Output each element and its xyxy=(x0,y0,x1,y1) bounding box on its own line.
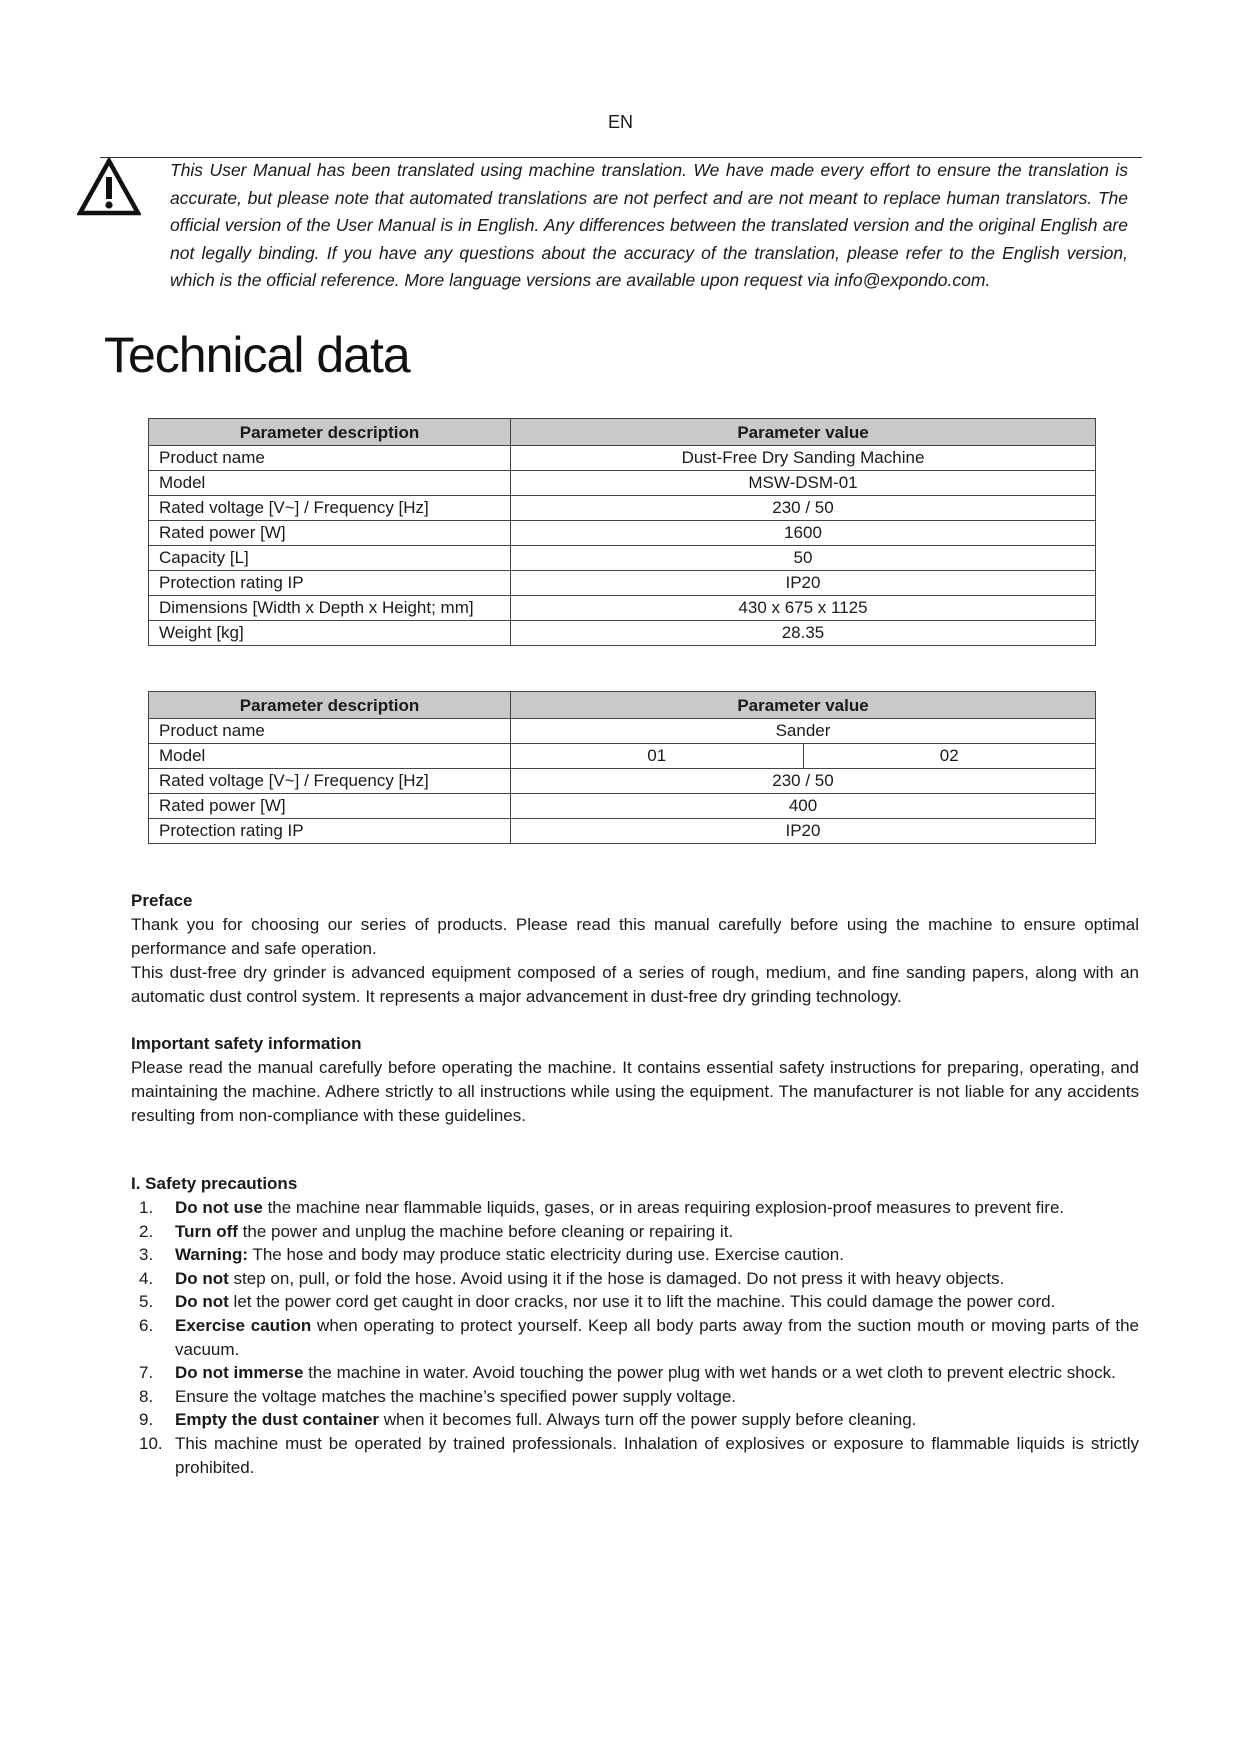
parameter-value-cell: 01 xyxy=(511,744,804,769)
page-title: Technical data xyxy=(104,327,410,383)
table-row xyxy=(149,744,1096,769)
list-item xyxy=(131,1432,1139,1479)
list-number: 10. xyxy=(139,1433,163,1453)
parameter-value-cell: 02 xyxy=(803,744,1096,769)
list-item xyxy=(131,1243,1139,1267)
list-number: 8. xyxy=(139,1386,154,1406)
parameter-value-cell: IP20 xyxy=(511,819,1096,844)
parameter-value-cell: 1600 xyxy=(511,521,1096,546)
list-item xyxy=(131,1408,1139,1432)
parameter-value-cell: MSW-DSM-01 xyxy=(511,471,1096,496)
parameter-value-cell: 230 / 50 xyxy=(511,496,1096,521)
emphasis-text: Warning: xyxy=(175,1245,249,1265)
table-row xyxy=(149,571,1096,596)
language-label: EN xyxy=(607,112,633,132)
list-number: 7. xyxy=(139,1363,154,1383)
section-heading: I. Safety precautions xyxy=(131,1174,298,1193)
emphasis-text: Exercise caution xyxy=(175,1315,312,1335)
safety-precautions-section xyxy=(131,1172,1139,1479)
list-text: The hose and body may produce static electricity during use. Exercise caution. xyxy=(248,1245,844,1265)
list-text: the machine in water. Avoid touching the power plug with wet hands or a wet cloth to prevent electric shock. xyxy=(303,1363,1116,1383)
emphasis-text: Do not xyxy=(175,1292,229,1312)
list-number: 5. xyxy=(139,1292,154,1312)
paragraph: Thank you for choosing our series of products. Please read this manual carefully before using the machine to ensure optimal performance and safe operation. xyxy=(131,915,1139,958)
section-heading: Preface xyxy=(131,891,193,910)
paragraph: Please read the manual carefully before operating the machine. It contains essential safety instructions for preparing, operating, and maintaining the machine. Adhere strictly to all instructions while using the equipment. The manufacturer is not liable for any accidents resulting from non-compliance with these guidelines. xyxy=(131,1058,1139,1125)
parameter-description-cell: Product name xyxy=(149,446,511,471)
emphasis-text: Do not immerse xyxy=(175,1363,304,1383)
table-header-cell: Parameter description xyxy=(149,419,511,446)
parameter-description-cell: Protection rating IP xyxy=(149,819,511,844)
parameter-value-cell: Sander xyxy=(511,719,1096,744)
parameter-value-cell: Dust-Free Dry Sanding Machine xyxy=(511,446,1096,471)
list-item xyxy=(131,1196,1139,1220)
list-text: the power and unplug the machine before cleaning or repairing it. xyxy=(237,1221,734,1241)
parameter-description-cell: Model xyxy=(149,471,511,496)
list-number: 3. xyxy=(139,1245,154,1265)
table-row xyxy=(149,819,1096,844)
table-row xyxy=(149,496,1096,521)
list-number: 4. xyxy=(139,1268,154,1288)
list-text: when it becomes full. Always turn off the power supply before cleaning. xyxy=(379,1410,917,1430)
parameter-description-cell: Rated voltage [V~] / Frequency [Hz] xyxy=(149,496,511,521)
table-row xyxy=(149,794,1096,819)
translation-disclaimer: This User Manual has been translated using machine translation. We have made every effort to ensure the translation is accurate, but please note that automated translations are not perfect and are not meant to replace human translators. The official version of the User Manual is in English. Any differences between the translated version and the original English are not legally binding. If you have any questions about the accuracy of the translation, please refer to the English version, which is the official reference. More language versions are available upon request via info@expondo.com. xyxy=(170,160,1128,291)
table-row xyxy=(149,446,1096,471)
list-number: 1. xyxy=(139,1198,154,1217)
paragraph: This dust-free dry grinder is advanced equipment composed of a series of rough, medium, and fine sanding papers, along with an automatic dust control system. It represents a major advancement in dust-free dry grinding technology. xyxy=(131,963,1139,1006)
preface-section xyxy=(131,889,1139,1009)
parameter-description-cell: Weight [kg] xyxy=(149,621,511,646)
safety-information-section xyxy=(131,1032,1139,1128)
parameter-description-cell: Rated power [W] xyxy=(149,794,511,819)
table-header-row xyxy=(149,419,1096,446)
parameter-description-cell: Rated voltage [V~] / Frequency [Hz] xyxy=(149,769,511,794)
list-item xyxy=(131,1314,1139,1361)
table-row xyxy=(149,621,1096,646)
list-number: 2. xyxy=(139,1221,154,1241)
list-text: Ensure the voltage matches the machine’s specified power supply voltage. xyxy=(175,1386,737,1406)
parameter-value-cell: 400 xyxy=(511,794,1096,819)
parameter-value-cell: 430 x 675 x 1125 xyxy=(511,596,1096,621)
precautions-list xyxy=(131,1196,1139,1479)
list-item xyxy=(131,1361,1139,1385)
list-item xyxy=(131,1290,1139,1314)
table-header-row xyxy=(149,692,1096,719)
table-row xyxy=(149,596,1096,621)
technical-data-table-sander xyxy=(148,691,1096,844)
table-row xyxy=(149,521,1096,546)
technical-data-table-machine xyxy=(148,418,1096,646)
parameter-description-cell: Dimensions [Width x Depth x Height; mm] xyxy=(149,596,511,621)
emphasis-text: Do not xyxy=(175,1268,229,1288)
emphasis-text: Empty the dust container xyxy=(175,1410,380,1430)
list-text: let the power cord get caught in door cracks, nor use it to lift the machine. This could damage the power cord. xyxy=(228,1292,1056,1312)
list-text: This machine must be operated by trained professionals. Inhalation of explosives or exposure to flammable liquids is strictly prohibited. xyxy=(175,1433,1139,1477)
parameter-description-cell: Product name xyxy=(149,719,511,744)
parameter-description-cell: Capacity [L] xyxy=(149,546,511,571)
emphasis-text: Do not use xyxy=(175,1198,263,1217)
list-item xyxy=(131,1220,1139,1244)
parameter-value-cell: 28.35 xyxy=(511,621,1096,646)
list-text: when operating to protect yourself. Keep all body parts away from the suction mouth or moving parts of the vacuum. xyxy=(175,1315,1139,1359)
parameter-description-cell: Model xyxy=(149,744,511,769)
parameter-description-cell: Rated power [W] xyxy=(149,521,511,546)
list-item xyxy=(131,1385,1139,1409)
parameter-value-cell: 230 / 50 xyxy=(511,769,1096,794)
parameter-value-cell: IP20 xyxy=(511,571,1096,596)
table-row xyxy=(149,769,1096,794)
list-number: 6. xyxy=(139,1315,154,1335)
table-row xyxy=(149,546,1096,571)
table-header-cell: Parameter description xyxy=(149,692,511,719)
warning-triangle-icon xyxy=(77,158,141,216)
emphasis-text: Turn off xyxy=(175,1221,238,1241)
parameter-value-cell: 50 xyxy=(511,546,1096,571)
list-text: step on, pull, or fold the hose. Avoid using it if the hose is damaged. Do not press it with heavy objects. xyxy=(228,1268,1005,1288)
list-number: 9. xyxy=(139,1410,154,1430)
section-heading: Important safety information xyxy=(131,1034,362,1053)
list-text: the machine near flammable liquids, gases, or in areas requiring explosion-proof measures to prevent fire. xyxy=(262,1198,1065,1217)
table-header-cell: Parameter value xyxy=(511,419,1096,446)
table-row xyxy=(149,719,1096,744)
parameter-description-cell: Protection rating IP xyxy=(149,571,511,596)
table-row xyxy=(149,471,1096,496)
list-item xyxy=(131,1267,1139,1291)
table-header-cell: Parameter value xyxy=(511,692,1096,719)
